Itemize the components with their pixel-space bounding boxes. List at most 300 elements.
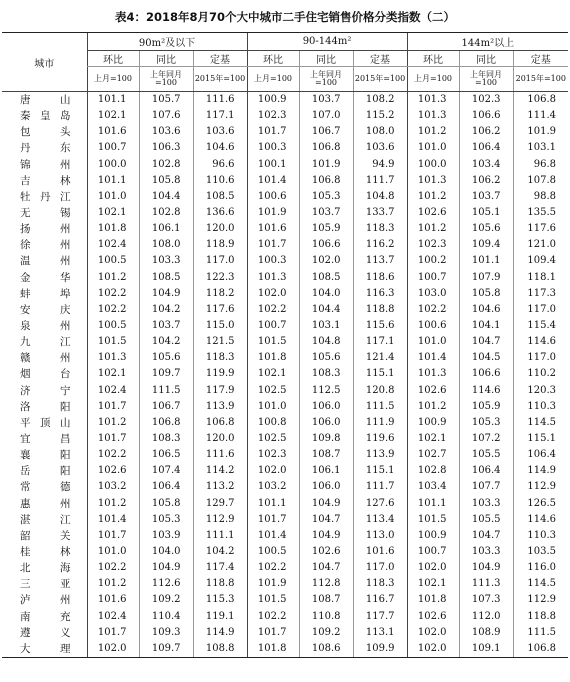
index-value: 103.3 bbox=[459, 544, 513, 560]
index-value: 100.0 bbox=[407, 157, 459, 173]
index-value: 120.3 bbox=[513, 383, 568, 399]
index-value: 112.9 bbox=[513, 479, 568, 495]
index-value: 101.4 bbox=[87, 512, 139, 528]
city-name-text: 洛 阳 bbox=[20, 400, 71, 413]
table-row bbox=[2, 544, 568, 560]
index-value: 107.3 bbox=[459, 592, 513, 608]
index-value: 119.9 bbox=[193, 366, 247, 382]
city-name bbox=[2, 350, 87, 366]
table-row bbox=[2, 350, 568, 366]
index-value: 101.4 bbox=[247, 173, 299, 189]
index-value: 135.5 bbox=[513, 205, 568, 221]
index-value: 106.4 bbox=[139, 479, 193, 495]
index-value: 102.5 bbox=[247, 383, 299, 399]
index-value: 102.1 bbox=[407, 431, 459, 447]
index-value: 110.4 bbox=[139, 609, 193, 625]
index-value: 118.8 bbox=[353, 302, 407, 318]
index-value: 100.5 bbox=[87, 318, 139, 334]
city-name bbox=[2, 173, 87, 189]
index-value: 101.7 bbox=[87, 399, 139, 415]
table-row bbox=[2, 463, 568, 479]
index-value: 112.0 bbox=[459, 609, 513, 625]
index-value: 111.5 bbox=[139, 383, 193, 399]
index-value: 107.0 bbox=[299, 108, 353, 124]
city-name-text: 无 锡 bbox=[20, 207, 71, 220]
index-value: 113.4 bbox=[353, 512, 407, 528]
index-value: 110.2 bbox=[513, 366, 568, 382]
table-row bbox=[2, 625, 568, 641]
base-header: 2015年=100 bbox=[513, 67, 568, 92]
index-value: 104.9 bbox=[459, 560, 513, 576]
city-name bbox=[2, 447, 87, 463]
index-value: 104.5 bbox=[459, 350, 513, 366]
city-name-text: 韶 关 bbox=[20, 529, 71, 542]
index-value: 111.5 bbox=[513, 625, 568, 641]
index-value: 102.6 bbox=[407, 609, 459, 625]
index-value: 100.3 bbox=[247, 253, 299, 269]
index-value: 105.6 bbox=[459, 221, 513, 237]
index-value: 114.9 bbox=[193, 625, 247, 641]
group-header-medium: 90-144m² bbox=[247, 33, 407, 51]
index-value: 102.2 bbox=[247, 609, 299, 625]
index-value: 102.6 bbox=[299, 544, 353, 560]
index-value: 106.6 bbox=[299, 237, 353, 253]
index-value: 104.1 bbox=[459, 318, 513, 334]
index-value: 106.8 bbox=[299, 140, 353, 156]
index-value: 101.0 bbox=[407, 334, 459, 350]
index-value: 100.9 bbox=[407, 528, 459, 544]
index-value: 101.0 bbox=[247, 399, 299, 415]
index-value: 101.9 bbox=[247, 205, 299, 221]
index-value: 103.3 bbox=[459, 496, 513, 512]
index-value: 101.7 bbox=[247, 237, 299, 253]
index-value: 104.7 bbox=[299, 560, 353, 576]
city-name bbox=[2, 221, 87, 237]
index-value: 118.2 bbox=[193, 286, 247, 302]
table-row bbox=[2, 512, 568, 528]
table-row bbox=[2, 415, 568, 431]
index-value: 117.7 bbox=[353, 609, 407, 625]
index-value: 101.2 bbox=[87, 496, 139, 512]
group-header-large: 144m²以上 bbox=[407, 33, 568, 51]
index-value: 108.8 bbox=[193, 641, 247, 658]
index-value: 121.5 bbox=[193, 334, 247, 350]
base-header: 上年同月=100 bbox=[459, 67, 513, 92]
index-value: 115.4 bbox=[513, 318, 568, 334]
index-value: 109.7 bbox=[139, 641, 193, 658]
index-value: 108.7 bbox=[299, 447, 353, 463]
city-name bbox=[2, 383, 87, 399]
index-value: 114.5 bbox=[513, 576, 568, 592]
city-name bbox=[2, 399, 87, 415]
index-value: 115.0 bbox=[193, 318, 247, 334]
index-value: 102.2 bbox=[87, 447, 139, 463]
index-value: 106.8 bbox=[299, 173, 353, 189]
index-value: 108.0 bbox=[139, 237, 193, 253]
table-row bbox=[2, 318, 568, 334]
index-value: 105.8 bbox=[459, 286, 513, 302]
index-value: 103.6 bbox=[139, 124, 193, 140]
index-value: 113.2 bbox=[193, 479, 247, 495]
index-value: 106.8 bbox=[139, 415, 193, 431]
index-value: 100.7 bbox=[247, 318, 299, 334]
index-value: 101.5 bbox=[247, 592, 299, 608]
index-value: 105.9 bbox=[299, 221, 353, 237]
city-name bbox=[2, 479, 87, 495]
index-value: 102.6 bbox=[407, 205, 459, 221]
index-value: 100.1 bbox=[247, 157, 299, 173]
index-value: 106.0 bbox=[299, 415, 353, 431]
city-name bbox=[2, 512, 87, 528]
index-value: 101.0 bbox=[87, 544, 139, 560]
index-value: 98.8 bbox=[513, 189, 568, 205]
index-value: 106.4 bbox=[459, 140, 513, 156]
index-value: 117.0 bbox=[193, 253, 247, 269]
index-value: 104.9 bbox=[299, 528, 353, 544]
table-row bbox=[2, 237, 568, 253]
city-name-text: 秦 皇 岛 bbox=[20, 110, 71, 123]
index-value: 101.7 bbox=[87, 431, 139, 447]
city-name-text: 扬 州 bbox=[20, 223, 71, 236]
index-value: 106.3 bbox=[139, 140, 193, 156]
index-value: 108.0 bbox=[353, 124, 407, 140]
index-value: 105.8 bbox=[139, 496, 193, 512]
index-value: 101.5 bbox=[247, 334, 299, 350]
index-value: 101.8 bbox=[247, 641, 299, 658]
city-name bbox=[2, 124, 87, 140]
index-value: 101.7 bbox=[247, 512, 299, 528]
index-value: 102.2 bbox=[87, 286, 139, 302]
index-value: 118.3 bbox=[353, 221, 407, 237]
index-value: 103.2 bbox=[247, 479, 299, 495]
index-value: 108.5 bbox=[139, 270, 193, 286]
index-value: 111.7 bbox=[353, 173, 407, 189]
index-value: 101.2 bbox=[87, 576, 139, 592]
index-value: 101.2 bbox=[407, 221, 459, 237]
index-value: 114.6 bbox=[513, 334, 568, 350]
index-value: 112.8 bbox=[299, 576, 353, 592]
index-value: 103.4 bbox=[407, 479, 459, 495]
table-title: 表4：2018年8月70个大中城市二手住宅销售价格分类指数（二） bbox=[114, 10, 455, 24]
city-name-text: 丹 东 bbox=[20, 142, 71, 155]
index-value: 103.7 bbox=[299, 205, 353, 221]
index-value: 109.4 bbox=[459, 237, 513, 253]
index-value: 105.7 bbox=[139, 92, 193, 109]
index-value: 121.4 bbox=[353, 350, 407, 366]
city-name bbox=[2, 157, 87, 173]
index-value: 102.3 bbox=[247, 447, 299, 463]
index-value: 108.2 bbox=[353, 92, 407, 109]
index-value: 100.7 bbox=[407, 544, 459, 560]
index-value: 108.3 bbox=[139, 431, 193, 447]
index-value: 117.0 bbox=[513, 302, 568, 318]
index-value: 114.6 bbox=[459, 383, 513, 399]
index-value: 109.2 bbox=[139, 592, 193, 608]
sub-header: 环比 bbox=[247, 51, 299, 67]
index-value: 107.4 bbox=[139, 463, 193, 479]
city-name-text: 金 华 bbox=[20, 271, 71, 284]
index-value: 118.3 bbox=[353, 576, 407, 592]
index-value: 127.6 bbox=[353, 496, 407, 512]
index-value: 113.0 bbox=[353, 528, 407, 544]
city-name-text: 南 充 bbox=[20, 610, 71, 623]
city-name-text: 赣 州 bbox=[20, 352, 71, 365]
index-value: 101.6 bbox=[87, 592, 139, 608]
sub-header: 同比 bbox=[139, 51, 193, 67]
city-name-text: 遵 义 bbox=[20, 626, 71, 639]
table-row bbox=[2, 157, 568, 173]
index-value: 106.8 bbox=[513, 92, 568, 109]
index-value: 101.8 bbox=[407, 592, 459, 608]
index-value: 109.8 bbox=[299, 431, 353, 447]
city-name-text: 温 州 bbox=[20, 255, 71, 268]
index-value: 101.6 bbox=[87, 124, 139, 140]
index-value: 112.5 bbox=[299, 383, 353, 399]
city-name bbox=[2, 528, 87, 544]
index-value: 120.8 bbox=[353, 383, 407, 399]
city-name-text: 蚌 埠 bbox=[20, 287, 71, 300]
index-value: 104.2 bbox=[193, 544, 247, 560]
index-value: 100.9 bbox=[407, 415, 459, 431]
group-header-small: 90m²及以下 bbox=[87, 33, 247, 51]
index-value: 101.2 bbox=[87, 270, 139, 286]
index-value: 101.5 bbox=[87, 334, 139, 350]
index-value: 103.9 bbox=[139, 528, 193, 544]
index-value: 105.6 bbox=[139, 350, 193, 366]
index-value: 101.0 bbox=[407, 140, 459, 156]
index-value: 100.8 bbox=[247, 415, 299, 431]
index-value: 101.4 bbox=[247, 528, 299, 544]
index-value: 133.7 bbox=[353, 205, 407, 221]
city-name-text: 包 头 bbox=[20, 126, 71, 139]
index-value: 105.5 bbox=[459, 512, 513, 528]
index-value: 122.3 bbox=[193, 270, 247, 286]
table-row bbox=[2, 560, 568, 576]
index-value: 101.2 bbox=[407, 189, 459, 205]
index-value: 113.9 bbox=[353, 447, 407, 463]
city-name bbox=[2, 560, 87, 576]
index-value: 102.1 bbox=[87, 205, 139, 221]
city-name-text: 泉 州 bbox=[20, 320, 71, 333]
index-value: 101.3 bbox=[407, 173, 459, 189]
index-value: 117.9 bbox=[193, 383, 247, 399]
index-value: 102.2 bbox=[407, 302, 459, 318]
index-value: 94.9 bbox=[353, 157, 407, 173]
index-value: 104.9 bbox=[139, 286, 193, 302]
index-value: 102.2 bbox=[247, 302, 299, 318]
index-value: 100.7 bbox=[407, 270, 459, 286]
index-value: 102.8 bbox=[407, 463, 459, 479]
index-value: 104.2 bbox=[139, 302, 193, 318]
index-value: 103.1 bbox=[299, 318, 353, 334]
index-value: 110.8 bbox=[299, 609, 353, 625]
index-value: 100.0 bbox=[87, 157, 139, 173]
city-name-text: 岳 阳 bbox=[20, 465, 71, 478]
index-value: 102.4 bbox=[87, 237, 139, 253]
index-value: 101.1 bbox=[87, 173, 139, 189]
index-value: 107.2 bbox=[459, 431, 513, 447]
index-value: 102.6 bbox=[87, 463, 139, 479]
index-value: 103.1 bbox=[513, 140, 568, 156]
index-value: 113.1 bbox=[353, 625, 407, 641]
index-value: 101.6 bbox=[247, 221, 299, 237]
index-value: 116.7 bbox=[353, 592, 407, 608]
index-value: 108.3 bbox=[299, 366, 353, 382]
index-value: 103.0 bbox=[407, 286, 459, 302]
city-name bbox=[2, 431, 87, 447]
base-header: 2015年=100 bbox=[193, 67, 247, 92]
index-value: 101.2 bbox=[407, 399, 459, 415]
index-value: 106.6 bbox=[459, 108, 513, 124]
index-value: 117.3 bbox=[513, 286, 568, 302]
index-value: 104.7 bbox=[299, 512, 353, 528]
index-value: 102.3 bbox=[459, 92, 513, 109]
index-value: 117.6 bbox=[513, 221, 568, 237]
index-value: 104.8 bbox=[353, 189, 407, 205]
city-name bbox=[2, 270, 87, 286]
index-value: 118.8 bbox=[513, 609, 568, 625]
index-value: 126.5 bbox=[513, 496, 568, 512]
index-value: 96.6 bbox=[193, 157, 247, 173]
index-value: 100.9 bbox=[247, 92, 299, 109]
city-name-text: 大 理 bbox=[20, 642, 71, 655]
city-name-text: 泸 州 bbox=[20, 594, 71, 607]
city-name bbox=[2, 366, 87, 382]
city-name-text: 三 亚 bbox=[20, 578, 71, 591]
table-row bbox=[2, 221, 568, 237]
index-value: 105.3 bbox=[459, 415, 513, 431]
city-name-text: 九 江 bbox=[20, 336, 71, 349]
index-value: 116.0 bbox=[513, 560, 568, 576]
index-value: 102.6 bbox=[407, 383, 459, 399]
index-value: 110.6 bbox=[193, 173, 247, 189]
index-value: 104.6 bbox=[193, 140, 247, 156]
index-value: 115.3 bbox=[193, 592, 247, 608]
city-name bbox=[2, 625, 87, 641]
sub-header: 环比 bbox=[87, 51, 139, 67]
city-name bbox=[2, 140, 87, 156]
index-value: 102.0 bbox=[247, 286, 299, 302]
index-value: 101.1 bbox=[87, 92, 139, 109]
index-value: 96.8 bbox=[513, 157, 568, 173]
sub-header: 同比 bbox=[459, 51, 513, 67]
base-header: 上月=100 bbox=[407, 67, 459, 92]
index-value: 101.7 bbox=[247, 625, 299, 641]
index-value: 111.6 bbox=[193, 92, 247, 109]
index-value: 108.9 bbox=[459, 625, 513, 641]
index-value: 112.9 bbox=[193, 512, 247, 528]
index-value: 101.9 bbox=[513, 124, 568, 140]
index-value: 111.6 bbox=[193, 447, 247, 463]
index-value: 101.1 bbox=[247, 496, 299, 512]
index-value: 108.7 bbox=[299, 592, 353, 608]
index-value: 103.6 bbox=[353, 140, 407, 156]
city-name bbox=[2, 334, 87, 350]
base-header: 上年同月=100 bbox=[299, 67, 353, 92]
index-value: 104.7 bbox=[459, 334, 513, 350]
index-value: 109.9 bbox=[353, 641, 407, 658]
index-value: 114.5 bbox=[513, 415, 568, 431]
city-name bbox=[2, 253, 87, 269]
index-value: 101.1 bbox=[459, 253, 513, 269]
city-name bbox=[2, 609, 87, 625]
city-name bbox=[2, 237, 87, 253]
index-value: 101.3 bbox=[87, 350, 139, 366]
index-value: 101.5 bbox=[407, 512, 459, 528]
index-value: 105.6 bbox=[299, 350, 353, 366]
index-value: 103.7 bbox=[299, 92, 353, 109]
index-value: 110.3 bbox=[513, 399, 568, 415]
index-value: 105.1 bbox=[459, 205, 513, 221]
index-value: 102.1 bbox=[87, 366, 139, 382]
index-value: 106.2 bbox=[459, 124, 513, 140]
index-value: 101.7 bbox=[247, 124, 299, 140]
index-value: 102.0 bbox=[247, 463, 299, 479]
index-value: 115.6 bbox=[353, 318, 407, 334]
index-value: 106.8 bbox=[193, 415, 247, 431]
sub-header: 定基 bbox=[193, 51, 247, 67]
city-name-text: 宜 昌 bbox=[20, 433, 71, 446]
table-row bbox=[2, 140, 568, 156]
index-value: 102.1 bbox=[407, 576, 459, 592]
city-name-text: 吉 林 bbox=[20, 174, 71, 187]
index-value: 116.2 bbox=[353, 237, 407, 253]
index-value: 111.4 bbox=[513, 108, 568, 124]
index-value: 113.7 bbox=[353, 253, 407, 269]
city-name bbox=[2, 92, 87, 109]
city-name-text: 惠 州 bbox=[20, 497, 71, 510]
sub-header: 同比 bbox=[299, 51, 353, 67]
index-value: 102.0 bbox=[407, 641, 459, 658]
index-value: 104.7 bbox=[459, 528, 513, 544]
city-name bbox=[2, 318, 87, 334]
city-name-text: 桂 林 bbox=[20, 546, 71, 558]
index-value: 108.5 bbox=[193, 189, 247, 205]
index-value: 106.7 bbox=[299, 124, 353, 140]
city-column-header: 城市 bbox=[2, 33, 87, 92]
index-value: 100.2 bbox=[407, 253, 459, 269]
city-name bbox=[2, 544, 87, 560]
index-value: 101.3 bbox=[407, 108, 459, 124]
index-value: 102.3 bbox=[407, 237, 459, 253]
index-value: 119.1 bbox=[193, 609, 247, 625]
index-value: 107.9 bbox=[459, 270, 513, 286]
index-value: 106.1 bbox=[139, 221, 193, 237]
index-value: 101.8 bbox=[247, 350, 299, 366]
index-value: 111.7 bbox=[353, 479, 407, 495]
table-row bbox=[2, 173, 568, 189]
city-name-text: 平 顶 山 bbox=[20, 416, 71, 429]
index-value: 101.0 bbox=[87, 189, 139, 205]
index-value: 104.0 bbox=[299, 286, 353, 302]
city-name bbox=[2, 576, 87, 592]
city-name bbox=[2, 415, 87, 431]
index-value: 104.0 bbox=[139, 544, 193, 560]
index-value: 106.8 bbox=[513, 641, 568, 658]
sub-header: 定基 bbox=[513, 51, 568, 67]
city-name bbox=[2, 496, 87, 512]
index-value: 104.4 bbox=[139, 189, 193, 205]
index-value: 102.0 bbox=[407, 560, 459, 576]
index-value: 107.6 bbox=[139, 108, 193, 124]
index-value: 104.2 bbox=[139, 334, 193, 350]
base-header: 上月=100 bbox=[247, 67, 299, 92]
index-value: 104.4 bbox=[299, 302, 353, 318]
index-value: 102.4 bbox=[87, 609, 139, 625]
index-value: 101.7 bbox=[87, 625, 139, 641]
city-name-text: 牡 丹 江 bbox=[20, 190, 71, 203]
index-value: 106.7 bbox=[139, 399, 193, 415]
